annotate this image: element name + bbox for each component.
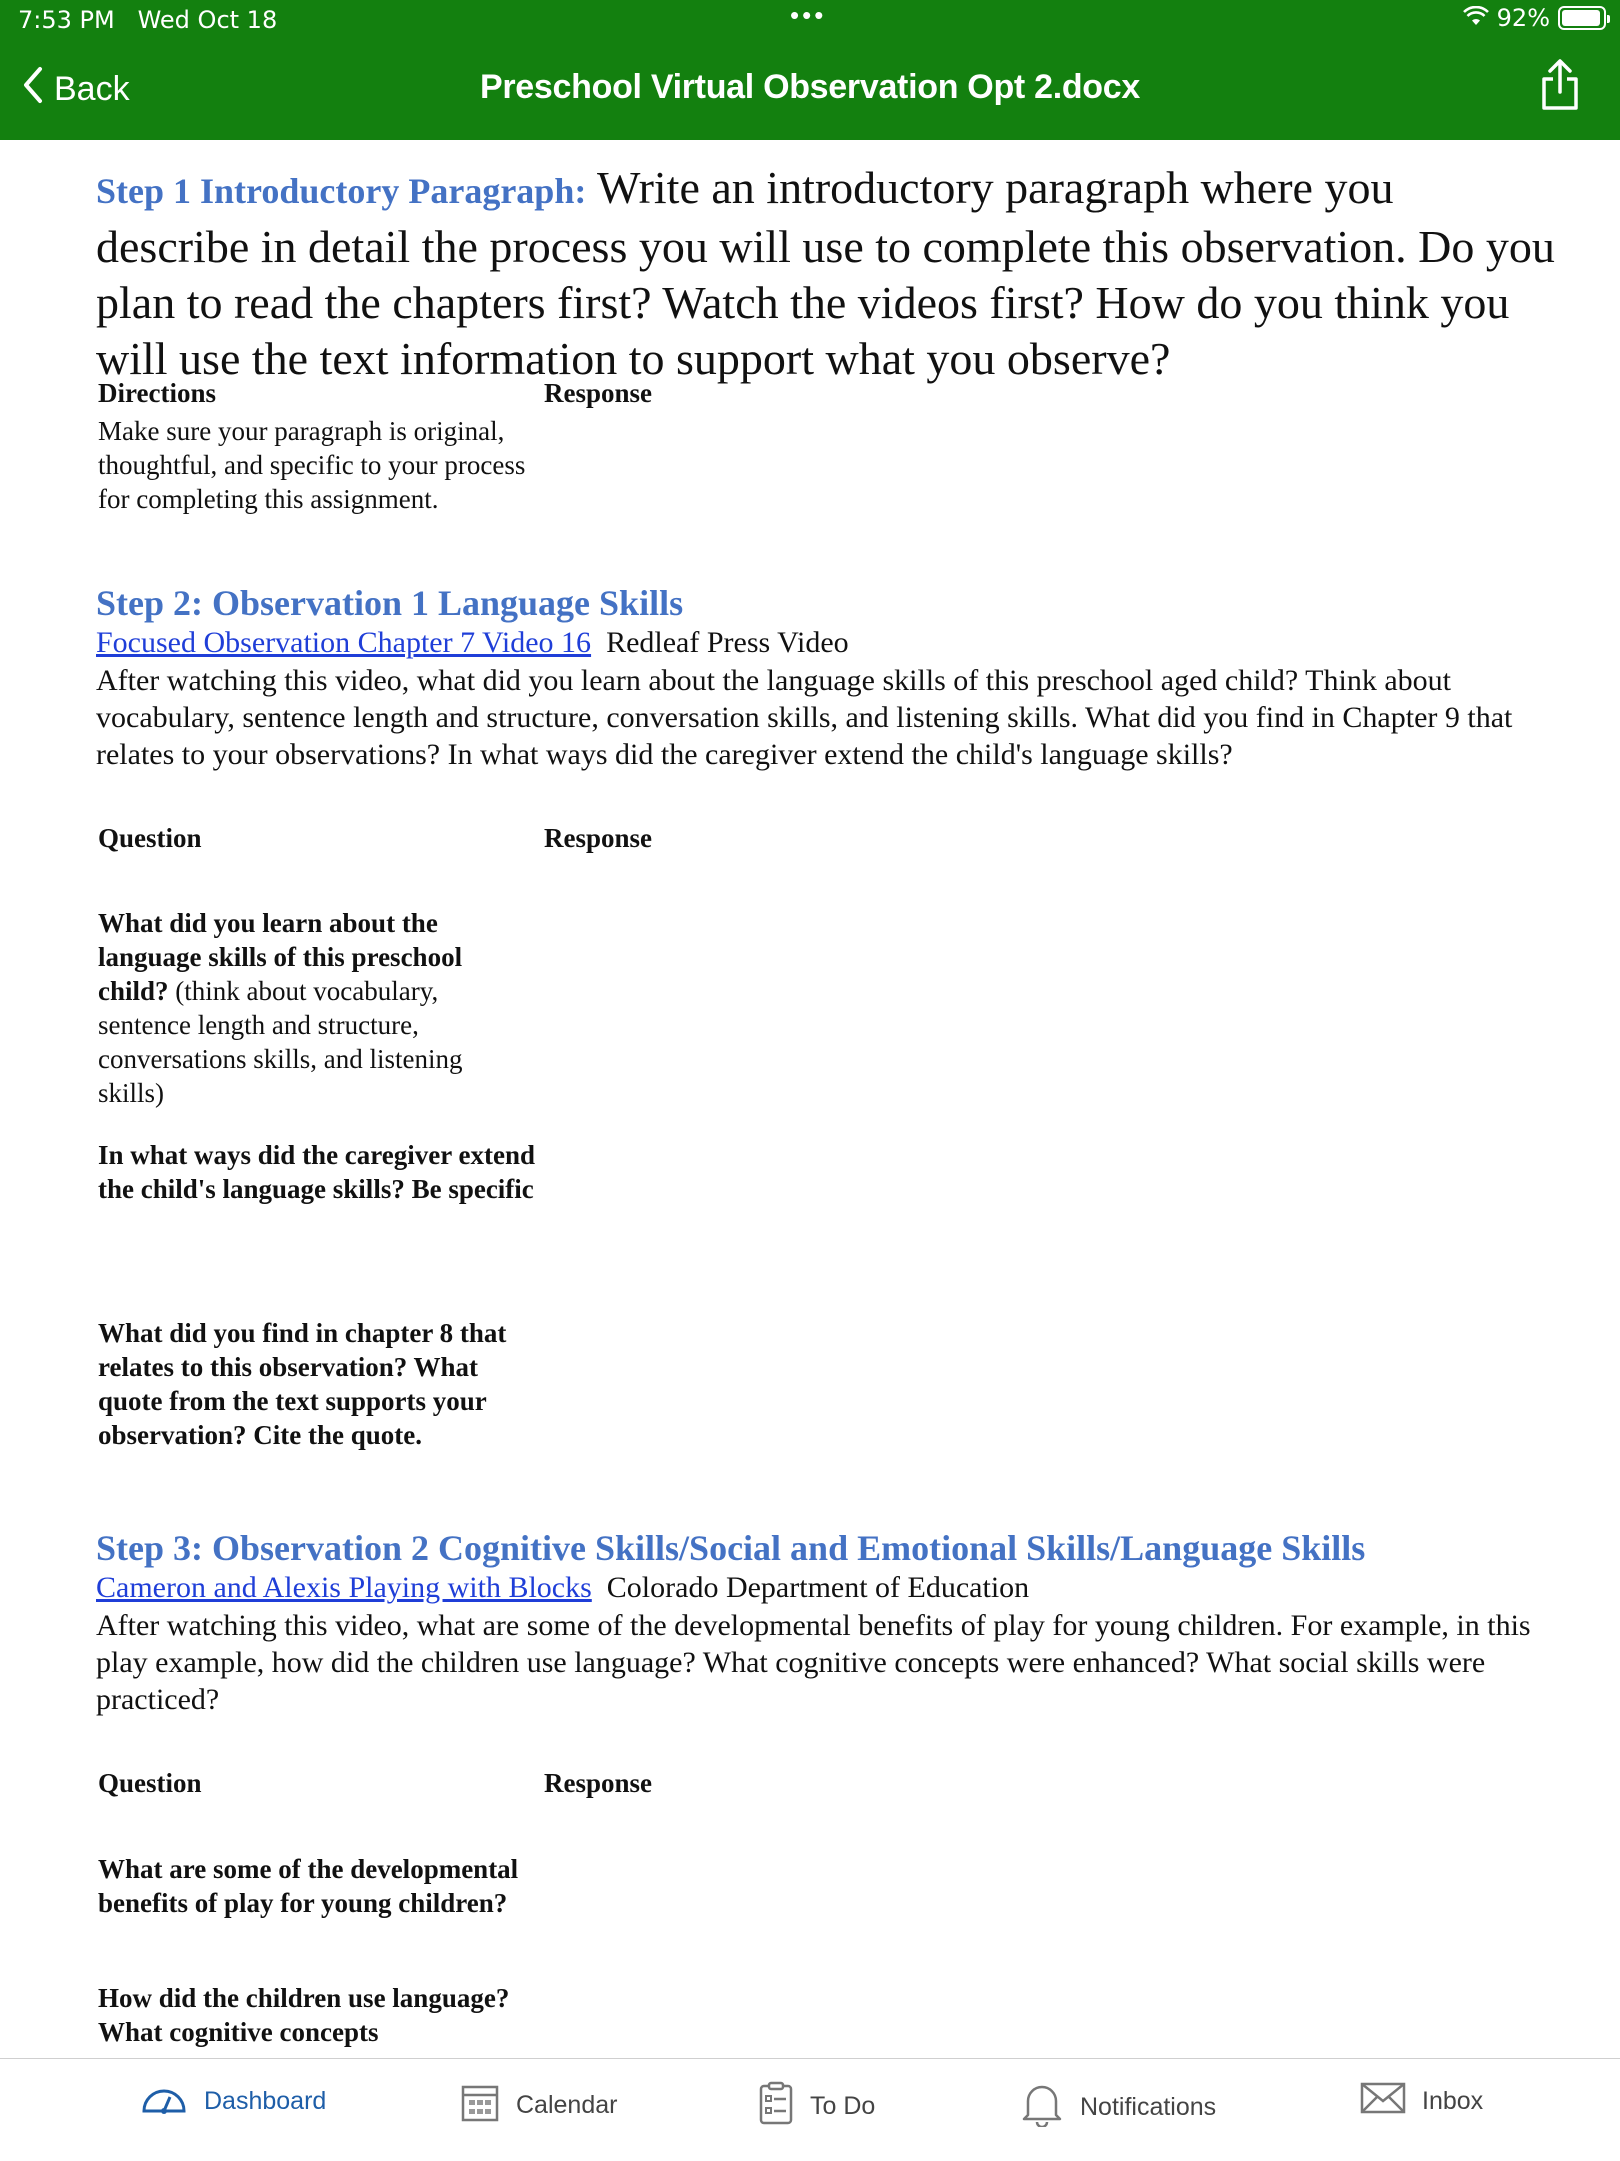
step2-question-1-rest: (think about vocabulary, sentence length and structure, conversations skills, and listening skills) <box>98 976 463 1108</box>
document-title: Preschool Virtual Observation Opt 2.docx <box>480 68 1140 106</box>
tab-inbox[interactable] <box>1360 2081 1483 2122</box>
step1-text: Write an introductory paragraph where you describe in detail the process you will use to complete this observation. Do you plan to read the chapters first? Watch the videos first? How do you think you will use the text information to support what you observe? <box>96 162 1555 384</box>
step2-source-line <box>96 626 849 660</box>
tab-todo-label: To Do <box>810 2092 876 2120</box>
tab-inbox-label: Inbox <box>1422 2087 1484 2115</box>
status-date: Wed Oct 18 <box>137 6 278 34</box>
share-icon[interactable] <box>1540 58 1580 117</box>
step1-col-directions: Directions <box>98 378 216 408</box>
step2-col-question: Question <box>98 823 202 853</box>
tab-calendar[interactable] <box>460 2081 617 2130</box>
status-indicators <box>1463 4 1606 32</box>
tab-dashboard[interactable] <box>140 2081 326 2122</box>
back-label: Back <box>54 70 130 108</box>
step3-video-link[interactable]: Cameron and Alexis Playing with Blocks <box>96 1571 592 1604</box>
bottom-tab-bar <box>0 2058 1620 2161</box>
step3-text: After watching this video, what are some of the developmental benefits of play for young children. For example, in this play example, how did the children use language? What cognitive concepts were enhanced? What social skills were practiced? <box>96 1609 1531 1716</box>
tab-todo[interactable] <box>758 2081 875 2132</box>
step2-question-2: In what ways did the caregiver extend the child's language skills? Be specific <box>98 1140 535 1204</box>
step3-source-line <box>96 1571 1029 1605</box>
calendar-icon <box>460 2081 500 2130</box>
step2-question-3: What did you find in chapter 8 that relates to this observation? What quote from the text supports your observation? Cite the quote. <box>98 1318 507 1450</box>
battery-icon <box>1558 6 1606 30</box>
step2-question-1 <box>98 906 518 1110</box>
status-time-date <box>18 6 277 34</box>
step1-col-response: Response <box>544 378 653 408</box>
top-bar <box>0 0 1620 140</box>
step2-question-1-bold: What did you learn about the language skills of this preschool child? <box>98 908 463 1006</box>
step3-question-2: How did the children use language? What cognitive concepts <box>98 1983 510 2047</box>
tab-notifications[interactable] <box>1020 2081 1216 2134</box>
tab-calendar-label: Calendar <box>516 2091 618 2119</box>
status-time: 7:53 PM <box>18 6 115 34</box>
step2-source: Redleaf Press Video <box>606 626 849 659</box>
bell-icon <box>1020 2081 1064 2134</box>
todo-icon <box>758 2081 794 2132</box>
step1-title: Step 1 Introductory Paragraph: <box>96 171 587 211</box>
step3-col-question: Question <box>98 1768 202 1798</box>
multitasking-dots[interactable]: ••• <box>790 0 827 30</box>
step2-col-response: Response <box>544 823 653 853</box>
step3-source: Colorado Department of Education <box>606 1571 1030 1604</box>
wifi-icon <box>1463 4 1489 32</box>
tab-notifications-label: Notifications <box>1080 2093 1217 2121</box>
step1-directions-text: Make sure your paragraph is original, thoughtful, and specific to your process for completing this assignment. <box>98 416 526 514</box>
step2-title: Step 2: Observation 1 Language Skills <box>96 583 684 623</box>
battery-percent: 92% <box>1496 4 1550 32</box>
step2-video-link[interactable]: Focused Observation Chapter 7 Video 16 <box>96 626 592 659</box>
inbox-icon <box>1360 2081 1406 2122</box>
step1-paragraph <box>96 160 1556 387</box>
dashboard-icon <box>140 2081 188 2122</box>
step3-title: Step 3: Observation 2 Cognitive Skills/Social and Emotional Skills/Language Skills <box>96 1528 1366 1568</box>
step3-question-1: What are some of the developmental benefits of play for young children? <box>98 1854 519 1918</box>
step3-col-response: Response <box>544 1768 653 1798</box>
step2-text: After watching this video, what did you learn about the language skills of this preschool aged child? Think about vocabulary, sentence length and structure, conversation skills, and listening skills. What did you find in Chapter 9 that relates to your observations? In what ways did the caregiver extend the child's language skills? <box>96 664 1513 771</box>
tab-dashboard-label: Dashboard <box>204 2087 327 2115</box>
